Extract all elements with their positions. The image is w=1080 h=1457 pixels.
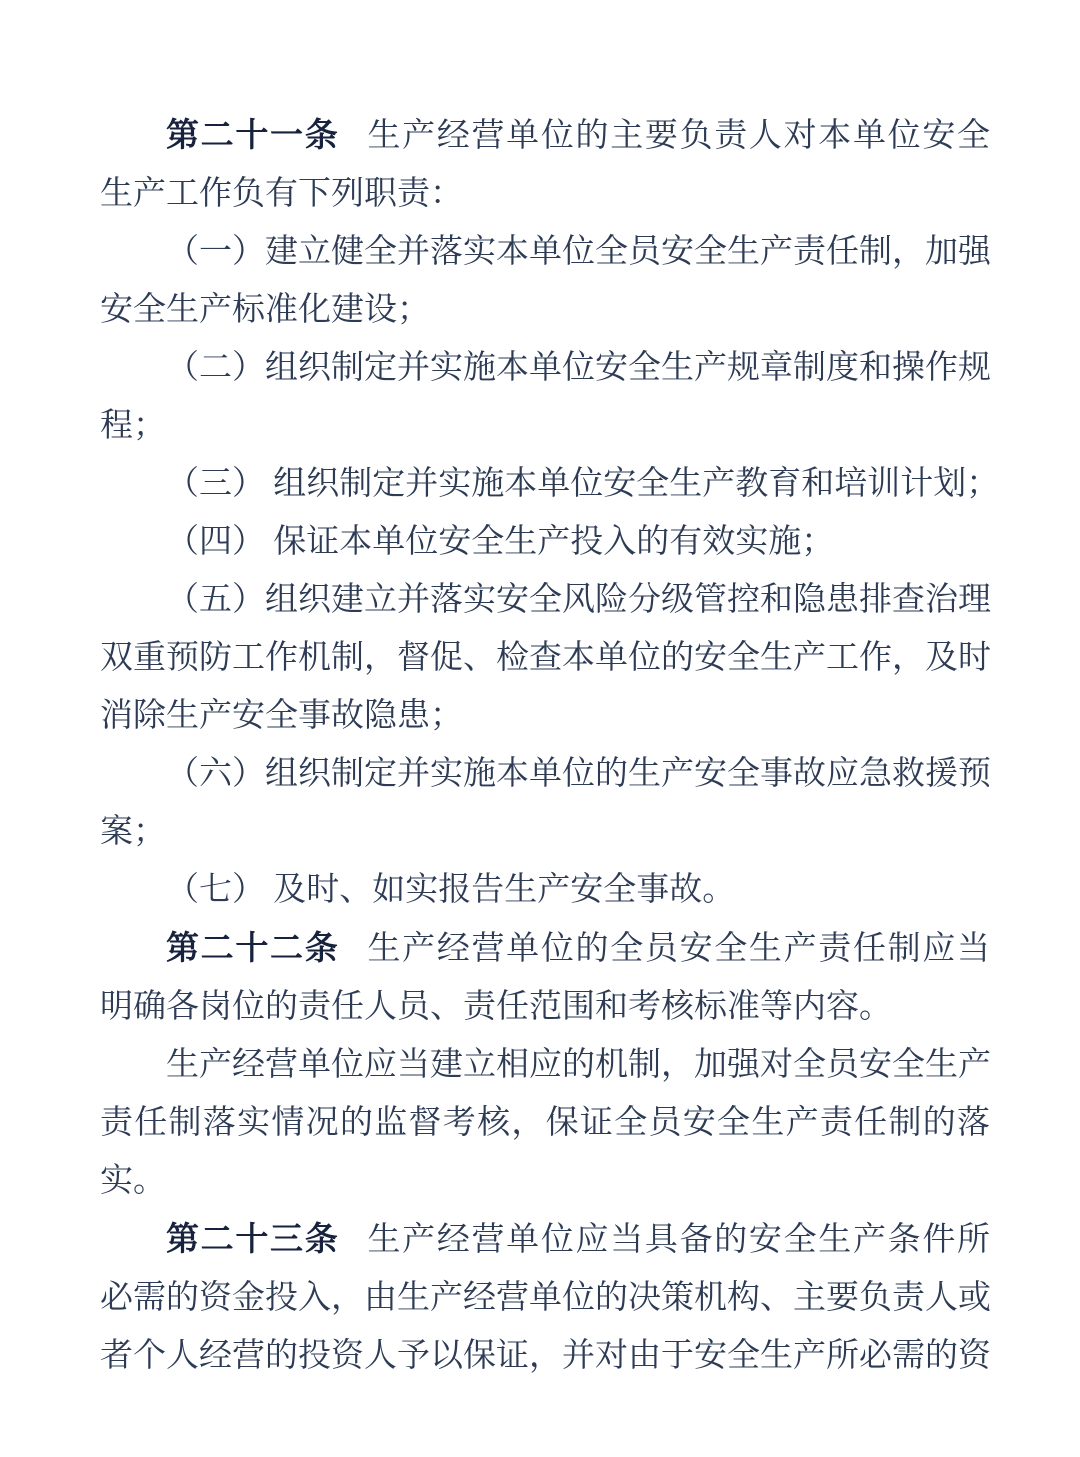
text-line: （四） 保证本单位安全生产投入的有效实施； [166, 524, 835, 560]
article-number-heading: 第二十一条 [166, 116, 340, 153]
text-line [100, 1210, 990, 1269]
text-line: 必需的资金投入，由生产经营单位的决策机构、主要负责人或 [100, 1280, 991, 1316]
text-line: 者个人经营的投资人予以保证，并对由于安全生产所必需的资 [100, 1338, 991, 1374]
text-line: 实。 [100, 1163, 166, 1199]
text-line: 案； [100, 814, 166, 850]
text-line: （二）组织制定并实施本单位安全生产规章制度和操作规 [166, 350, 991, 386]
law-text-block [100, 106, 1000, 1385]
text-line: （五）组织建立并落实安全风险分级管控和隐患排查治理 [166, 582, 991, 618]
text-line: 安全生产标准化建设； [100, 292, 430, 328]
text-line: 生产工作负有下列职责： [100, 176, 463, 212]
text-line: （六）组织制定并实施本单位的生产安全事故应急救援预 [166, 756, 991, 792]
text-line: （七） 及时、如实报告生产安全事故。 [166, 872, 736, 908]
text-line: （一）建立健全并落实本单位全员安全生产责任制，加强 [166, 234, 991, 270]
article-number-heading: 第二十二条 [166, 929, 340, 966]
line-text: 生产经营单位应当具备的安全生产条件所 [367, 1222, 991, 1258]
text-line: 生产经营单位应当建立相应的机制，加强对全员安全生产 [166, 1047, 991, 1083]
text-line [100, 106, 990, 165]
article-number-heading: 第二十三条 [166, 1220, 340, 1257]
line-text: 生产经营单位的全员安全生产责任制应当 [367, 931, 991, 967]
text-line: 双重预防工作机制，督促、检查本单位的安全生产工作，及时 [100, 640, 991, 676]
text-line [100, 919, 990, 978]
text-line: 责任制落实情况的监督考核，保证全员安全生产责任制的落 [100, 1105, 990, 1141]
text-line: 消除生产安全事故隐患； [100, 698, 463, 734]
text-line: （三） 组织制定并实施本单位安全生产教育和培训计划； [166, 466, 1000, 502]
text-line: 明确各岗位的责任人员、责任范围和考核标准等内容。 [100, 989, 892, 1025]
line-text: 生产经营单位的主要负责人对本单位安全 [367, 118, 991, 154]
text-line: 程； [100, 408, 166, 444]
